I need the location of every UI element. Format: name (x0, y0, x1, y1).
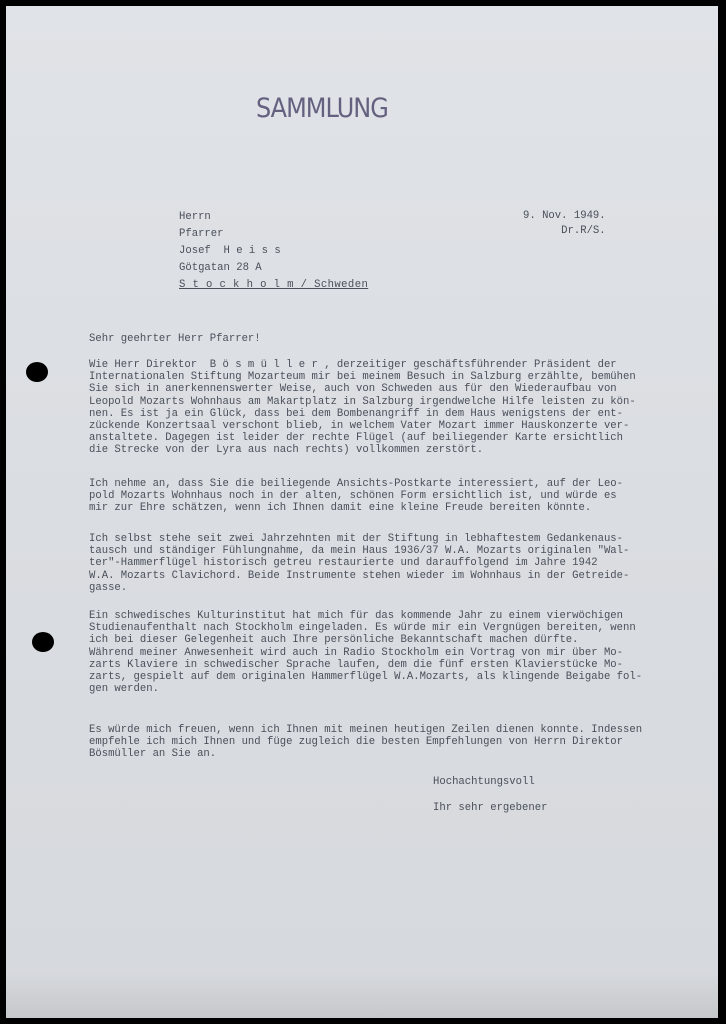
recipient-address (179, 209, 368, 294)
recipient-line-1: Herrn (179, 211, 211, 223)
date-line: 9. Nov. 1949. (523, 210, 606, 222)
letter-date (523, 209, 606, 239)
recipient-city: S t o c k h o l m / Schweden (179, 279, 369, 291)
paragraph-2: Ich nehme an, dass Sie die beiliegende Ansichts-Postkarte interessiert, auf der Leo- pold Mozarts Wohnhaus noch in der alten, schönen Form ersichtlich ist, und würde es mir zur Ehre schätzen, wenn ich Ihnen damit eine kleine Freude bereiten könnte. (89, 478, 624, 515)
closing-line-2: Ihr sehr ergebener (433, 802, 548, 814)
closing-line-1: Hochachtungsvoll (433, 776, 535, 788)
collection-stamp: SAMMLUNG (256, 92, 388, 124)
reference-line: Dr.R/S. (561, 225, 606, 237)
recipient-street: Götgatan 28 A (179, 262, 262, 274)
paragraph-3: Ich selbst stehe seit zwei Jahrzehnten mit der Stiftung in lebhaftestem Gedankenaus- tausch und ständiger Fühlungnahme, da mein Haus 1936/37 W.A. Mozarts originalen "Wal- ter"-Hammerflügel historisch getreu restaurierte und darauffolgend im Jahre 1942 W.A. Mozarts Clavichord. Beide Instrumente stehen wieder im Wohnhaus in der Getreide- gasse. (89, 533, 630, 594)
paragraph-4: Ein schwedisches Kulturinstitut hat mich für das kommende Jahr zu einem vierwöchigen Studienaufenthalt nach Stockholm eingeladen. Es würde mir ein Vergnügen bereiten, wenn ich bei dieser Gelegenheit auch Ihre persönliche Bekanntschaft machen dürfte. Während meiner Anwesenheit wird auch in Radio Stockholm ein Vortrag von mir über Mo- zarts Klaviere in schwedischer Sprache laufen, dem die fünf ersten Klavierstücke Mo- zarts, gespielt auf dem originalen Hammerflügel W.A.Mozarts, als klingende Beigabe fol- gen werden. (89, 610, 643, 696)
punch-hole-bottom (32, 632, 54, 652)
paper-bottom-edge (6, 972, 718, 1018)
paragraph-5: Es würde mich freuen, wenn ich Ihnen mit meinen heutigen Zeilen dienen konnte. Indessen empfehle ich mich Ihnen und füge zugleich die besten Empfehlungen von Herrn Direktor Bösmüller an Sie an. (89, 724, 643, 761)
letter-sheet (6, 6, 718, 1018)
punch-hole-top (26, 362, 48, 382)
paragraph-1: Wie Herr Direktor B ö s m ü l l e r , derzeitiger geschäftsführender Präsident der Internationalen Stiftung Mozarteum mir bei meinem Besuch in Salzburg erzählte, bemühen Sie sich in anerkennenswerter Weise, auch von Schweden aus für den Wiederaufbau von Leopold Mozarts Wohnhaus am Makartplatz in Salzburg irgendwelche Hilfe leisten zu kön- nen. Es ist ja ein Glück, dass bei dem Bombenangriff in dem Haus wenigstens der ent- zückende Konzertsaal verschont blieb, in welchem Vater Mozart immer Hauskonzerte ver- anstaltete. Dagegen ist leider der rechte Flügel (auf beiliegender Karte ersichtlich die Strecke von der Lyra aus nach rechts) vollkommen zerstört. (89, 359, 636, 457)
closing (433, 769, 547, 821)
recipient-line-2: Pfarrer (179, 228, 224, 240)
salutation: Sehr geehrter Herr Pfarrer! (89, 333, 261, 345)
recipient-name: Josef H e i s s (179, 245, 281, 257)
